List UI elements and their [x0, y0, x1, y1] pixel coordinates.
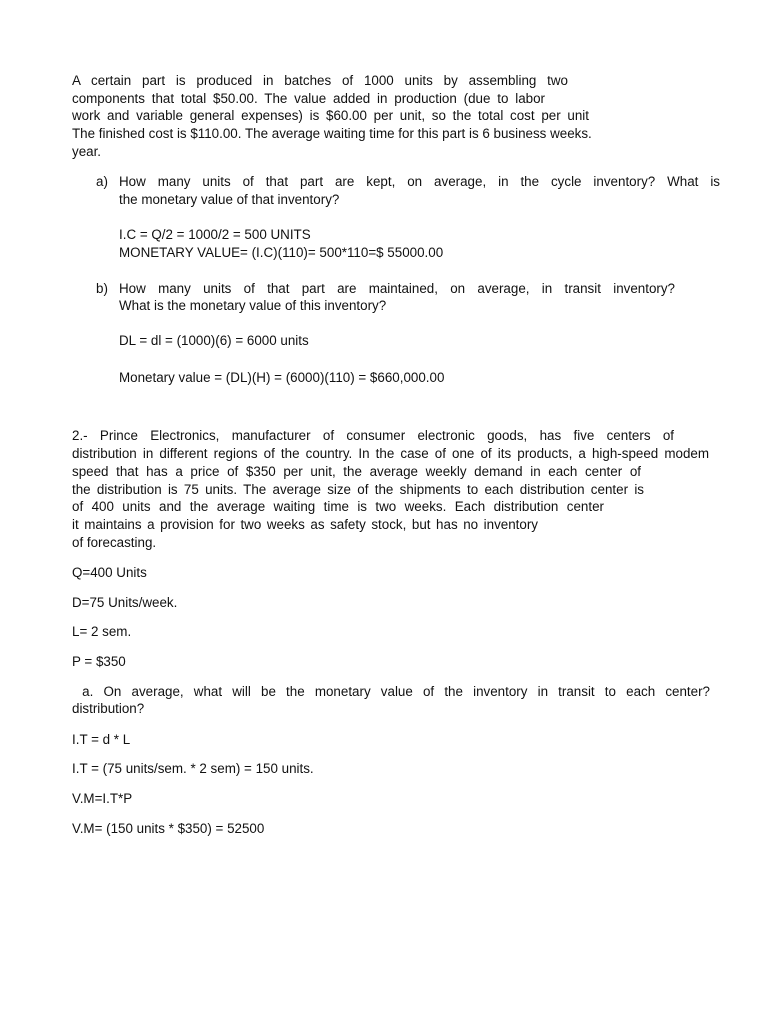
p2-step-2: I.T = (75 units/sem. * 2 sem) = 150 units. — [72, 761, 314, 776]
p2-intro-line-3: speed that has a price of $350 per unit, the average weekly demand in each center of — [72, 464, 641, 479]
p1-intro-line-2: components that total $50.00. The value added in production (due to labor — [72, 91, 545, 106]
p1-b-work-1: DL = dl = (1000)(6) = 6000 units — [119, 333, 309, 348]
p2-intro-line-4: the distribution is 75 units. The average size of the shipments to each distribution center is — [72, 482, 644, 497]
p2-step-3: V.M=I.T*P — [72, 791, 133, 806]
p1-a-work-1: I.C = Q/2 = 1000/2 = 500 UNITS — [119, 227, 311, 242]
p2-given-d: D=75 Units/week. — [72, 595, 178, 610]
p2-step-1: I.T = d * L — [72, 732, 131, 747]
p2-intro-line-2: distribution in different regions of the country. In the case of one of its products, a high-speed modem — [72, 446, 709, 461]
p1-question-a-line-1: How many units of that part are kept, on average, in the cycle inventory? What is — [119, 174, 720, 189]
p2-question-a-line-1: a. On average, what will be the monetary value of the inventory in transit to each center? — [72, 684, 710, 699]
p1-question-a-label: a) — [96, 174, 108, 189]
p2-given-q: Q=400 Units — [72, 565, 147, 580]
p2-intro-line-7: of forecasting. — [72, 535, 157, 550]
p2-step-4: V.M= (150 units * $350) = 52500 — [72, 821, 265, 836]
p1-intro-line-5: year. — [72, 144, 102, 159]
p2-given-l: L= 2 sem. — [72, 624, 132, 639]
p2-given-p: P = $350 — [72, 654, 126, 669]
p1-question-b-line-1: How many units of that part are maintained, on average, in transit inventory? — [119, 281, 675, 296]
p1-intro-line-3: work and variable general expenses) is $60.00 per unit, so the total cost per unit — [72, 108, 589, 123]
p1-question-a-line-2: the monetary value of that inventory? — [119, 192, 340, 207]
p1-question-b-label: b) — [96, 281, 108, 296]
p1-a-work-2: MONETARY VALUE= (I.C)(110)= 500*110=$ 55000.00 — [119, 245, 444, 260]
p2-intro-line-1: 2.- Prince Electronics, manufacturer of consumer electronic goods, has five centers of — [72, 428, 674, 443]
p1-intro-line-4: The finished cost is $110.00. The average waiting time for this part is 6 business weeks. — [72, 126, 592, 141]
p1-question-b-line-2: What is the monetary value of this inventory? — [119, 298, 387, 313]
p1-b-work-2: Monetary value = (DL)(H) = (6000)(110) = $660,000.00 — [119, 370, 445, 385]
p2-intro-line-6: it maintains a provision for two weeks as safety stock, but has no inventory — [72, 517, 538, 532]
p2-intro-line-5: of 400 units and the average waiting time is two weeks. Each distribution center — [72, 499, 604, 514]
p2-question-a-line-2: distribution? — [72, 701, 145, 716]
p1-intro-line-1: A certain part is produced in batches of 1000 units by assembling two — [72, 73, 568, 88]
